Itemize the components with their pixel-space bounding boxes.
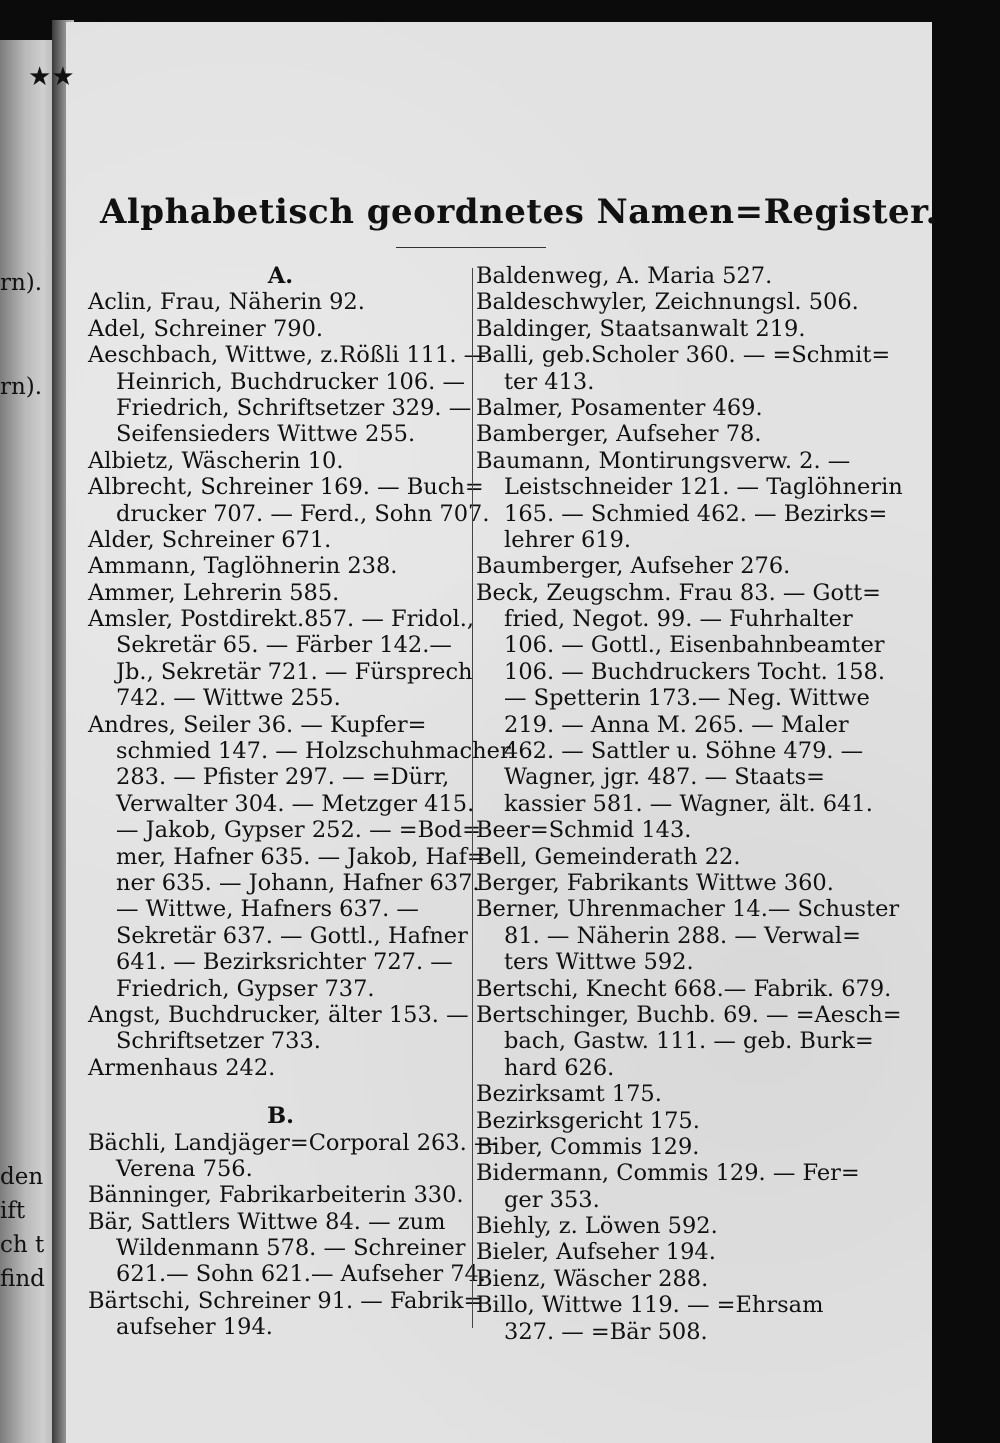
entry-continuation: bach, Gastw. 111. — geb. Burk= (504, 1028, 874, 1055)
entry-continuation: 742. — Wittwe 255. (116, 685, 341, 712)
register-entry: Biber, Commis 129. (476, 1133, 700, 1160)
register-entry: Ammann, Taglöhnerin 238. (88, 553, 398, 580)
register-entry: Bertschi, Knecht 668.— Fabrik. 679. (476, 975, 892, 1002)
entry-continuation: hard 626. (504, 1054, 615, 1081)
register-entry: Bächli, Landjäger=Corporal 263. — (88, 1129, 497, 1156)
register-entry: Billo, Wittwe 119. — =Ehrsam (476, 1292, 824, 1319)
register-entry: Amsler, Postdirekt.857. — Fridol., (88, 606, 475, 633)
entry-continuation: 106. — Gottl., Eisenbahnbeamter (504, 632, 885, 659)
entry-continuation: Sekretär 637. — Gottl., Hafner (116, 922, 468, 949)
register-entry: Bertschinger, Buchb. 69. — =Aesch= (476, 1001, 902, 1028)
left-page-fragment: ift (0, 1198, 26, 1224)
entry-continuation: mer, Hafner 635. — Jakob, Haf= (116, 843, 486, 870)
entry-continuation: Heinrich, Buchdrucker 106. — (116, 368, 465, 395)
register-entry: Bell, Gemeinderath 22. (476, 843, 741, 870)
register-entry: Alder, Schreiner 671. (88, 526, 332, 553)
entry-continuation: 106. — Buchdruckers Tocht. 158. (504, 658, 886, 685)
entry-continuation: 641. — Bezirksrichter 727. — (116, 949, 453, 976)
register-entry: Baldenweg, A. Maria 527. (476, 263, 773, 289)
register-entry: Adel, Schreiner 790. (88, 315, 324, 342)
entry-continuation: lehrer 619. (504, 526, 632, 553)
register-entry: Albrecht, Schreiner 169. — Buch= (88, 474, 484, 501)
left-page-fragment: find (0, 1266, 45, 1292)
register-entry: Bamberger, Aufseher 78. (476, 421, 762, 448)
section-letter: A. (267, 263, 294, 289)
register-entry: Bär, Sattlers Wittwe 84. — zum (88, 1208, 446, 1235)
left-page-fragment: ch t (0, 1232, 45, 1258)
register-entry: Aeschbach, Wittwe, z.Rößli 111. — (88, 342, 487, 369)
register-entry: Baldinger, Staatsanwalt 219. (476, 315, 806, 342)
entry-continuation: Verwalter 304. — Metzger 415. (116, 790, 475, 817)
entry-continuation: — Jakob, Gypser 252. — =Bod= (116, 817, 481, 844)
entry-continuation: Friedrich, Gypser 737. (116, 975, 375, 1002)
entry-continuation: Verena 756. (116, 1155, 253, 1182)
entry-continuation: ger 353. (504, 1186, 600, 1213)
entry-continuation: 219. — Anna M. 265. — Maler (504, 711, 849, 738)
entry-continuation: schmied 147. — Holzschuhmacher (116, 738, 511, 765)
register-entry: Bärtschi, Schreiner 91. — Fabrik= (88, 1287, 483, 1314)
entry-continuation: ter 413. (504, 368, 595, 395)
section-gap (88, 1081, 473, 1103)
register-entry: Berner, Uhrenmacher 14.— Schuster (476, 896, 900, 923)
entry-continuation: ner 635. — Johann, Hafner 637. (116, 869, 480, 896)
register-entry: Andres, Seiler 36. — Kupfer= (88, 711, 427, 738)
register-entry: Balmer, Posamenter 469. (476, 394, 763, 421)
left-page-fragment: rn). (0, 374, 43, 400)
register-entry: Balli, geb.Scholer 360. — =Schmit= (476, 342, 891, 369)
register-entry: Albietz, Wäscherin 10. (88, 447, 344, 474)
entry-continuation: 81. — Näherin 288. — Verwal= (504, 922, 861, 949)
register-column-left (88, 263, 511, 1341)
entry-continuation: 462. — Sattler u. Söhne 479. — (504, 738, 864, 765)
entry-continuation: drucker 707. — Ferd., Sohn 707. (116, 500, 490, 527)
register-entry: Biehly, z. Löwen 592. (476, 1213, 718, 1240)
entry-continuation: fried, Negot. 99. — Fuhrhalter (504, 606, 853, 633)
entry-continuation: Seifensieders Wittwe 255. (116, 421, 416, 448)
register-entry: Baldeschwyler, Zeichnungsl. 506. (476, 289, 859, 316)
entry-continuation: 327. — =Bär 508. (504, 1318, 708, 1345)
entry-continuation: Schriftsetzer 733. (116, 1028, 321, 1055)
register-entry: Aclin, Frau, Näherin 92. (88, 289, 365, 316)
entry-continuation: Friedrich, Schriftsetzer 329. — (116, 394, 472, 421)
register-entry: Bänninger, Fabrikarbeiterin 330. (88, 1182, 464, 1209)
title-rule (396, 247, 546, 248)
register-entry: Beck, Zeugschm. Frau 83. — Gott= (476, 579, 881, 606)
entry-continuation: 165. — Schmied 462. — Bezirks= (504, 500, 888, 527)
register-entry: Bieler, Aufseher 194. (476, 1239, 716, 1266)
entry-continuation: Leistschneider 121. — Taglöhnerin (504, 474, 903, 501)
entry-continuation: aufseher 194. (116, 1314, 273, 1341)
entry-continuation: — Spetterin 173.— Neg. Wittwe (504, 685, 870, 712)
entry-continuation: Wagner, jgr. 487. — Staats= (504, 764, 825, 791)
register-entry: Baumann, Montirungsverw. 2. — (476, 447, 851, 474)
entry-continuation: Sekretär 65. — Färber 142.— (116, 632, 452, 659)
entry-continuation: Wildenmann 578. — Schreiner (116, 1235, 466, 1262)
column-divider (472, 268, 473, 1328)
entry-continuation: — Wittwe, Hafners 637. — (116, 896, 419, 923)
entry-continuation: ters Wittwe 592. (504, 949, 694, 976)
entry-continuation: 621.— Sohn 621.— Aufseher 74. (116, 1261, 487, 1288)
register-entry: Bezirksgericht 175. (476, 1107, 700, 1134)
register-entry: Bienz, Wäscher 288. (476, 1265, 709, 1292)
register-entry: Bezirksamt 175. (476, 1081, 662, 1108)
register-entry: Baumberger, Aufseher 276. (476, 553, 791, 580)
register-entry: Ammer, Lehrerin 585. (88, 579, 340, 606)
left-page-fragment: rn). (0, 270, 43, 296)
register-entry: Armenhaus 242. (88, 1054, 276, 1081)
entry-continuation: kassier 581. — Wagner, ält. 641. (504, 790, 873, 817)
register-entry: Angst, Buchdrucker, älter 153. — (88, 1001, 469, 1028)
left-page-fragment: den (0, 1164, 44, 1190)
register-entry: Beer=Schmid 143. (476, 817, 692, 844)
entry-continuation: 283. — Pfister 297. — =Dürr, (116, 764, 450, 791)
register-entry: Bidermann, Commis 129. — Fer= (476, 1160, 860, 1187)
page-title: Alphabetisch geordnetes Namen=Register. (100, 192, 938, 232)
register-entry: Berger, Fabrikants Wittwe 360. (476, 869, 834, 896)
register-column-right (476, 263, 903, 1345)
printer-mark: ★★ (28, 62, 75, 92)
entry-continuation: Jb., Sekretär 721. — Fürsprech (116, 658, 473, 685)
section-letter: B. (267, 1103, 294, 1130)
